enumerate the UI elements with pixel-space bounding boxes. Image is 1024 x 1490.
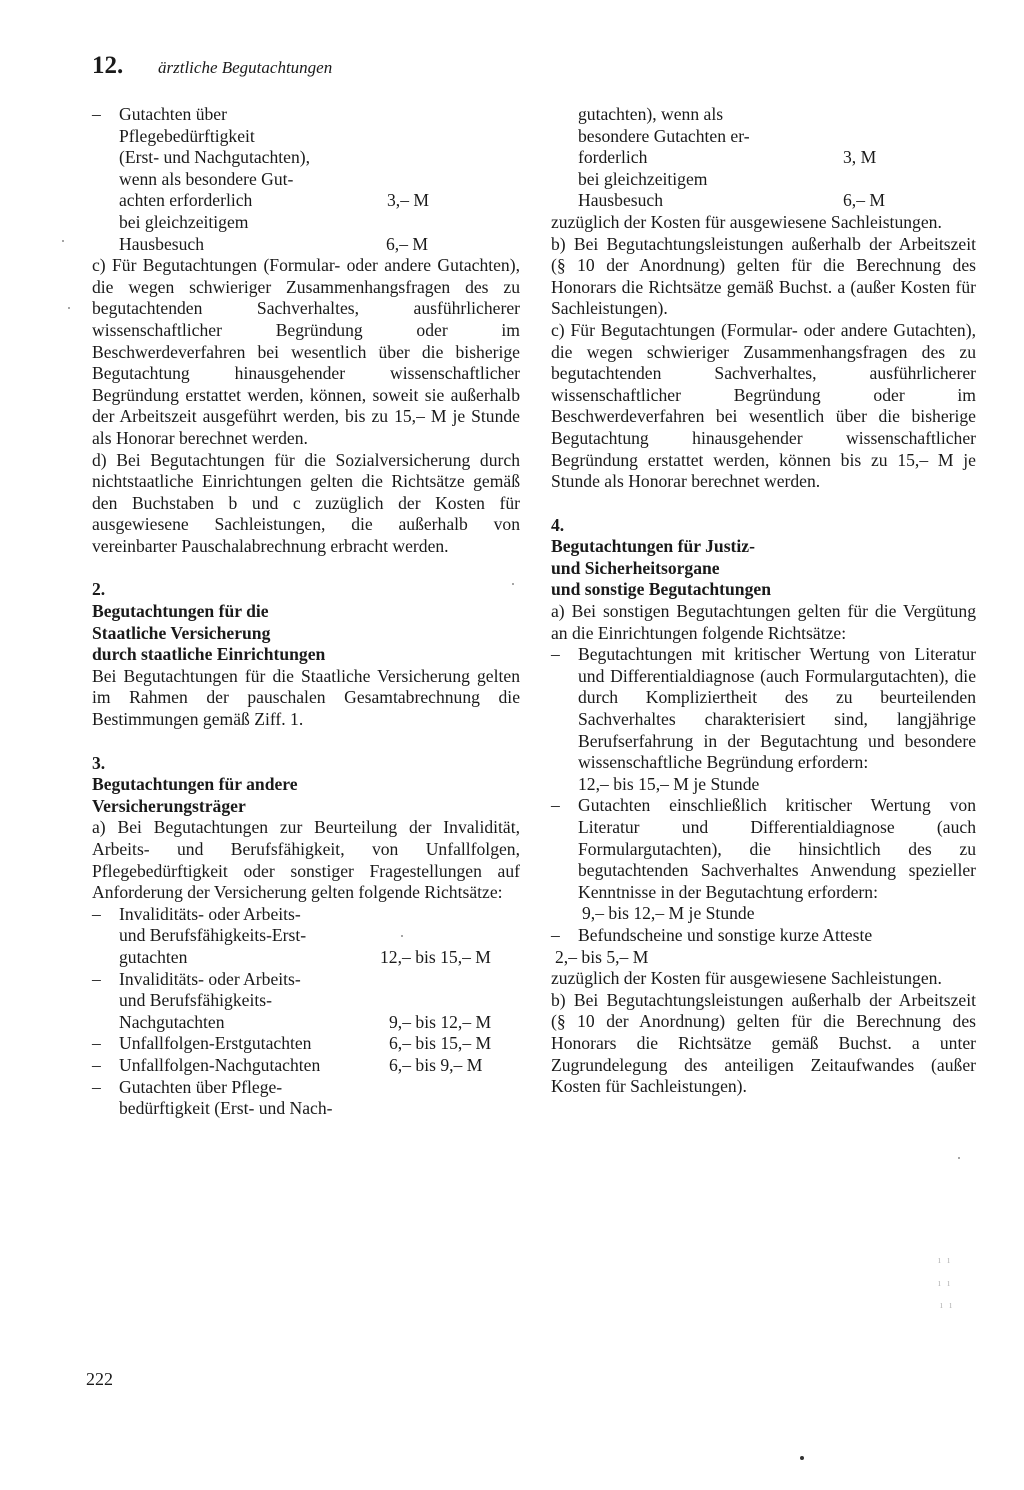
item-row	[119, 1012, 520, 1034]
section-4-heading	[551, 536, 976, 601]
heading-line: durch staatliche Einrichtungen	[92, 644, 326, 665]
fee-value: 9,– bis 12,– M je Stunde	[582, 903, 755, 924]
section-4-number: 4.	[551, 514, 565, 535]
item-text: – Gutachten einschließlich kritischer Wertung von Literatur und Differentialdiagnose (auch Formulargutachten), die hinsichtlich des zu begutachtenden Sachverhaltes Anwendung spezieller Kenntnisse in der Begutachtung erfordern:	[578, 795, 976, 902]
item-text: – Befundscheine und sonstige kurze Atteste	[578, 924, 873, 945]
section-4-text: a) Bei sonstigen Begutachtungen gelten für die Vergütung an die Einrichtungen folgende Richtsätze:	[551, 601, 976, 643]
fee-value: 9,– bis 12,– M	[389, 1011, 492, 1032]
item-line: bei gleichzeitigem	[119, 211, 249, 232]
fee-item	[92, 1055, 520, 1077]
item-row	[119, 947, 520, 969]
item-line: achten erforderlich	[119, 190, 253, 211]
fee-value: 6,– bis 9,– M	[389, 1054, 483, 1075]
page-number: 222	[86, 1369, 113, 1389]
item-row	[578, 190, 976, 212]
heading-line: und Sicherheitsorgane	[551, 557, 720, 578]
scan-speck	[958, 1157, 960, 1159]
fee-value: 6,– M	[843, 190, 886, 211]
heading-line: Staatliche Versicherung	[92, 622, 271, 643]
scan-dot	[800, 1456, 804, 1460]
fee-item	[92, 1033, 520, 1055]
fee-value: 3, M	[843, 147, 877, 168]
fee-value: 3,– M	[387, 190, 430, 211]
pflege-item	[92, 104, 520, 255]
faint-marks: ı ı	[938, 1255, 953, 1266]
fee-item	[92, 969, 520, 1034]
left-column	[92, 104, 520, 1120]
item-row	[119, 1033, 520, 1055]
item-row	[119, 1055, 520, 1077]
fee-value: 12,– bis 15,– M je Stunde	[578, 773, 760, 794]
fee-value: 12,– bis 15,– M	[380, 946, 491, 967]
section-2-text: Bei Begutachtungen für die Staatliche Versicherung gelten im Rahmen der pauschalen Gesamtabrechnung die Bestimmungen gemäß Ziff. 1.	[92, 665, 520, 730]
item-text: – Begutachtungen mit kritischer Wertung von Literatur und Differentialdiagnose (auch Formulargutachten), die durch Kompliziertheit des zu beurteilenden Sachverhaltes charakterisiert sind, langjährige Berufserfahrung in der Begutachtung und besondere wissenschaftliche Begründung erfordern:	[578, 644, 976, 773]
fee-value: 6,– M	[386, 233, 429, 254]
pflege-continuation	[551, 104, 976, 212]
item-line: – Invaliditäts- oder Arbeits-	[119, 903, 301, 924]
item-line: – Invaliditäts- oder Arbeits-	[119, 968, 301, 989]
heading-line: Begutachtungen für die	[92, 601, 269, 622]
paragraph-d: d) Bei Begutachtungen für die Sozialversicherung durch nichtstaatliche Einrichtungen gelten die Richtsätze gemäß den Buchstaben b und c zuzüglich der Kosten für ausgewiesene Sachleistungen, die außerhalb von vereinbarter Pauschalabrechnung erbracht werden.	[92, 449, 520, 556]
zuzueglich-text: zuzüglich der Kosten für ausgewiesene Sachleistungen.	[551, 211, 942, 232]
paragraph-c: c) Für Begutachtungen (Formular- oder andere Gutachten), die wegen schwieriger Zusammenhangsfragen des zu begutachtenden Sachverhaltes, ausführlicherer wissenschaftlicher Begründung oder im Beschwerdeverfahren bei wesentlich über die bisherige Begutachtung hinausgehender wissenschaftlicher Begründung erstattet werden, können, soweit sie außerhalb der Arbeitszeit ausgeführt werden, bis zu 15,– M je Stunde als Honorar berechnet werden.	[92, 255, 520, 448]
fee-item	[551, 795, 976, 925]
fee-item	[551, 644, 976, 795]
scan-speck	[68, 307, 70, 309]
fee-item	[551, 925, 976, 947]
item-line: forderlich	[578, 147, 648, 168]
item-line: – Gutachten über Pflege-	[119, 1076, 283, 1097]
item-line: bei gleichzeitigem	[578, 168, 708, 189]
heading-line: Begutachtungen für Justiz-	[551, 536, 755, 557]
chapter-number: 12.	[92, 52, 124, 79]
item-row	[119, 234, 520, 256]
scan-speck	[512, 583, 514, 585]
scan-speck	[401, 935, 403, 937]
heading-line: und sonstige Begutachtungen	[551, 579, 771, 600]
section-3-number: 3.	[92, 752, 106, 773]
item-line: Pflegebedürftigkeit	[119, 125, 255, 146]
section-3-heading	[92, 774, 520, 817]
item-line: und Berufsfähigkeits-Erst-	[119, 925, 307, 946]
faint-marks: ı ı	[940, 1300, 955, 1311]
item-line: bedürftigkeit (Erst- und Nach-	[119, 1098, 333, 1119]
section-3-text: a) Bei Begutachtungen zur Beurteilung der Invalidität, Arbeits- und Berufsfähigkeit, von Unfallfolgen, Pflegebedürftigkeit oder sonstiger Fragestellungen auf Anforderung der Versicherung gelten folgende Richtsätze:	[92, 817, 520, 903]
paragraph-b: b) Bei Begutachtungsleistungen außerhalb der Arbeitszeit (§ 10 der Anordnung) gelten für die Berechnung des Honorars die Richtsätze gemäß Buchst. a unter Zugrundelegung des anteiligen Zeitaufwandes (außer Kosten für Sachleistungen).	[551, 989, 976, 1097]
faint-marks: ı ı	[938, 1278, 953, 1289]
item-line: – Gutachten über	[119, 104, 227, 124]
item-line: Nachgutachten	[119, 1011, 225, 1032]
item-line: Hausbesuch	[119, 233, 205, 254]
item-line: gutachten	[119, 946, 188, 967]
item-line: (Erst- und Nachgutachten),	[119, 147, 311, 168]
item-line: Hausbesuch	[578, 190, 664, 211]
item-line: und Berufsfähigkeits-	[119, 990, 272, 1011]
fee-item	[92, 904, 520, 969]
section-2-number: 2.	[92, 579, 106, 600]
scan-speck	[62, 240, 64, 242]
heading-line: Versicherungsträger	[92, 795, 246, 816]
fee-value: 2,– bis 5,– M	[555, 946, 649, 967]
item-line: Unfallfolgen-Nachgutachten	[119, 1054, 321, 1075]
item-row	[578, 147, 976, 169]
item-row	[119, 190, 520, 212]
chapter-title: ärztliche Begutachtungen	[158, 58, 333, 77]
paragraph-c: c) Für Begutachtungen (Formular- oder andere Gutachten), die wegen schwieriger Zusammenhangsfragen des zu begutachtenden Sachverhaltes, ausführlicherer wissenschaftlicher Begründung oder im Beschwerdeverfahren bei wesentlich über die bisherige Begutachtung hinausgehender wissenschaftlicher Begründung erstattet werden, können bis zu 15,– M je Stunde als Honorar berechnet werden.	[551, 319, 976, 492]
right-column	[551, 104, 976, 1098]
zuzueglich-text: zuzüglich der Kosten für ausgewiesene Sachleistungen.	[551, 968, 942, 989]
item-line: gutachten), wenn als	[578, 104, 724, 124]
item-line: besondere Gutachten er-	[578, 125, 750, 146]
fee-value: 6,– bis 15,– M	[389, 1033, 492, 1054]
section-2-heading	[92, 601, 520, 666]
item-line: Unfallfolgen-Erstgutachten	[119, 1033, 312, 1054]
paragraph-b: b) Bei Begutachtungsleistungen außerhalb der Arbeitszeit (§ 10 der Anordnung) gelten für die Berechnung des Honorars die Richtsätze gemäß Buchst. a (außer Kosten für Sachleistungen).	[551, 233, 976, 319]
heading-line: Begutachtungen für andere	[92, 774, 298, 795]
item-line: wenn als besondere Gut-	[119, 168, 294, 189]
fee-item	[92, 1077, 520, 1120]
